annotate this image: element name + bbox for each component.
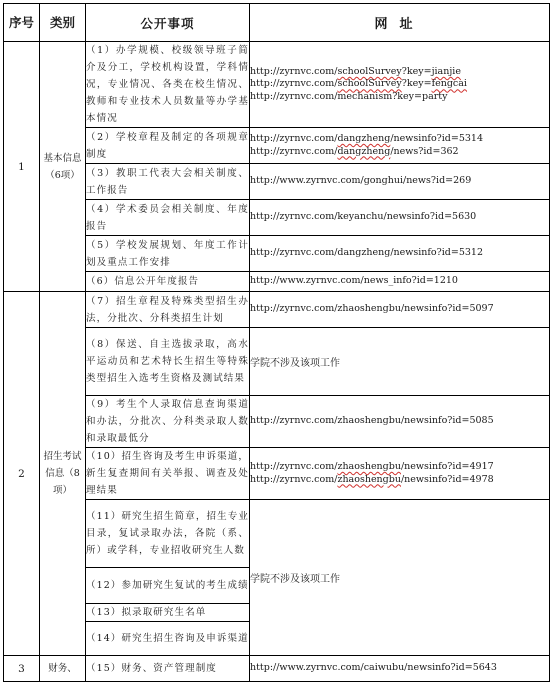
url-cell	[250, 200, 550, 236]
table-row	[4, 236, 550, 272]
item-cell: （2）学校章程及制定的各项规章制度	[86, 128, 250, 164]
url-link[interactable]: http://zyrnvc.com/zhaoshengbu/newsinfo?id=5097	[250, 303, 494, 315]
table-row	[4, 292, 550, 328]
url-cell	[250, 42, 550, 128]
url-cell	[250, 128, 550, 164]
table-row	[4, 500, 550, 568]
table-row	[4, 128, 550, 164]
url-link[interactable]: http://www.zyrnvc.com/caiwubu/newsinfo?id=5643	[250, 662, 497, 674]
url-cell	[250, 164, 550, 200]
url-link[interactable]: http://zyrnvc.com/schoolSurvey?key=jianjie	[250, 65, 461, 77]
group-no: 3	[4, 656, 40, 682]
table-row	[4, 396, 550, 448]
url-link[interactable]: http://zyrnvc.com/zhaoshengbu/newsinfo?id=4978	[250, 473, 494, 485]
table-row	[4, 328, 550, 396]
url-link[interactable]: http://zyrnvc.com/keyanchu/newsinfo?id=5630	[250, 211, 477, 223]
not-applicable-note: 学院不涉及该项工作	[250, 328, 550, 396]
item-cell: （1）办学规模、校级领导班子简介及分工，学校机构设置，学科情况，专业情况、各类在校生情况、教师和专业技术人员数量等办学基本情况	[86, 42, 250, 128]
url-cell	[250, 236, 550, 272]
header-url: 网址	[250, 4, 550, 42]
header-no: 序号	[4, 4, 40, 42]
url-link[interactable]: http://zyrnvc.com/zhaoshengbu/newsinfo?id=5085	[250, 415, 494, 427]
not-applicable-note: 学院不涉及该项工作	[250, 500, 550, 656]
url-link[interactable]: http://zyrnvc.com/dangzheng/news?id=362	[250, 145, 459, 157]
group-category: 财务、	[40, 656, 86, 682]
url-cell	[250, 448, 550, 500]
item-cell: （15）财务、资产管理制度	[86, 656, 250, 682]
item-cell: （14）研究生招生咨询及申诉渠道	[86, 622, 250, 656]
table-row	[4, 272, 550, 292]
url-cell	[250, 292, 550, 328]
table-row	[4, 164, 550, 200]
url-link[interactable]: http://www.zyrnvc.com/news_info?id=1210	[250, 275, 458, 287]
group-no: 2	[4, 292, 40, 656]
item-cell: （10）招生咨询及考生申诉渠道，新生复查期间有关举报、调查及处理结果	[86, 448, 250, 500]
item-cell: （3）教职工代表大会相关制度、工作报告	[86, 164, 250, 200]
item-cell: （8）保送、自主选拔录取，高水平运动员和艺术特长生招生等特殊类型招生入选考生资格及测试结果	[86, 328, 250, 396]
group-category: 招生考试信息（8项）	[40, 292, 86, 656]
header-item: 公开事项	[86, 4, 250, 42]
url-link[interactable]: http://www.zyrnvc.com/gonghui/news?id=269	[250, 175, 472, 187]
item-cell: （13）拟录取研究生名单	[86, 604, 250, 622]
table-row	[4, 42, 550, 128]
item-cell: （9）考生个人录取信息查询渠道和办法，分批次、分科类录取人数和录取最低分	[86, 396, 250, 448]
table-header-row	[4, 4, 550, 42]
table-row	[4, 448, 550, 500]
table-row	[4, 656, 550, 682]
url-link[interactable]: http://zyrnvc.com/schoolSurvey?key=fengcai	[250, 78, 467, 90]
group-no: 1	[4, 42, 40, 292]
item-cell: （7）招生章程及特殊类型招生办法，分批次、分科类招生计划	[86, 292, 250, 328]
url-cell	[250, 656, 550, 682]
item-cell: （12）参加研究生复试的考生成绩	[86, 568, 250, 604]
item-cell: （4）学术委员会相关制度、年度报告	[86, 200, 250, 236]
item-cell: （5）学校发展规划、年度工作计划及重点工作安排	[86, 236, 250, 272]
item-cell: （11）研究生招生简章，招生专业目录，复试录取办法，各院（系、所）或学科，专业招收研究生人数	[86, 500, 250, 568]
url-link[interactable]: http://zyrnvc.com/mechanism?key=party	[250, 90, 448, 102]
url-cell	[250, 272, 550, 292]
url-link[interactable]: http://zyrnvc.com/dangzheng/newsinfo?id=5314	[250, 133, 484, 144]
disclosure-table	[3, 3, 550, 682]
header-category: 类别	[40, 4, 86, 42]
item-cell: （6）信息公开年度报告	[86, 272, 250, 292]
url-link[interactable]: http://zyrnvc.com/dangzheng/newsinfo?id=5312	[250, 247, 484, 259]
table-row	[4, 200, 550, 236]
group-category: 基本信息（6项）	[40, 42, 86, 292]
url-link[interactable]: http://zyrnvc.com/zhaoshengbu/newsinfo?id=4917	[250, 461, 494, 472]
url-cell	[250, 396, 550, 448]
